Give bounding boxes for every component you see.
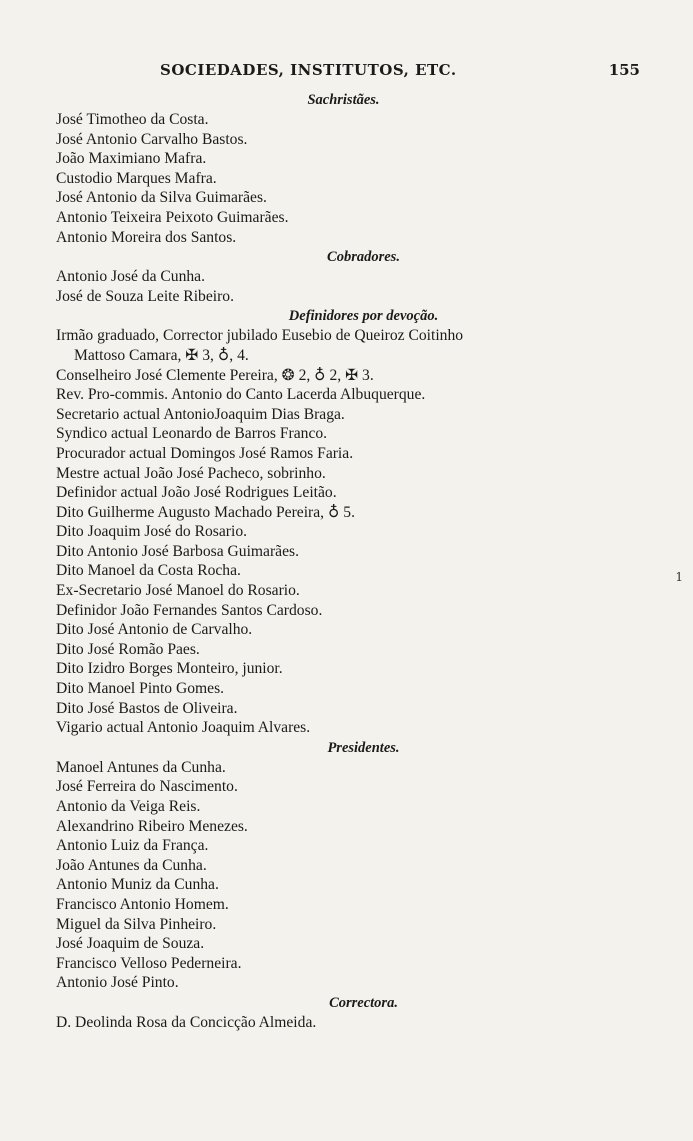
list-item: Rev. Pro-commis. Antonio do Canto Lacerda Albuquerque. bbox=[56, 386, 426, 404]
list-item: Ex-Secretario José Manoel do Rosario. bbox=[56, 582, 300, 600]
list-item: Dito José Bastos de Oliveira. bbox=[56, 699, 238, 717]
list-item: Dito Guilherme Augusto Machado Pereira, ♁ 5. bbox=[56, 503, 355, 521]
margin-mark: 1 bbox=[675, 570, 683, 584]
list-item: Vigario actual Antonio Joaquim Alvares. bbox=[56, 719, 311, 737]
list-item: Antonio Luiz da França. bbox=[56, 837, 209, 855]
list-item: José Joaquim de Souza. bbox=[56, 935, 205, 953]
section-presidentes bbox=[56, 738, 631, 993]
list-item: Miguel da Silva Pinheiro. bbox=[56, 915, 217, 933]
list-item: Antonio Teixeira Peixoto Guimarães. bbox=[56, 208, 289, 226]
list-item: Dito Joaquim José do Rosario. bbox=[56, 523, 248, 541]
list-item: Syndico actual Leonardo de Barros Franco. bbox=[56, 425, 328, 443]
list-item: Conselheiro José Clemente Pereira, ❂ 2, ♁ 2, ✠ 3. bbox=[56, 366, 374, 384]
list-item: Antonio Muniz da Cunha. bbox=[56, 876, 219, 894]
section-correctora bbox=[56, 993, 631, 1033]
list-item: João Maximiano Mafra. bbox=[56, 150, 207, 168]
list-item: Procurador actual Domingos José Ramos Faria. bbox=[56, 444, 354, 462]
list-item: Dito José Romão Paes. bbox=[56, 640, 200, 658]
list-item: João Antunes da Cunha. bbox=[56, 856, 207, 874]
list-item: D. Deolinda Rosa da Concicção Almeida. bbox=[56, 1013, 317, 1031]
list-item: José Antonio da Silva Guimarães. bbox=[56, 189, 267, 207]
list-item: Francisco Antonio Homem. bbox=[56, 895, 229, 913]
list-item: Definidor João Fernandes Santos Cardoso. bbox=[56, 601, 323, 619]
section-heading: Sachristães. bbox=[307, 92, 380, 108]
header-title: SOCIEDADES, INSTITUTOS, ETC. bbox=[160, 61, 457, 79]
list-item: Antonio Moreira dos Santos. bbox=[56, 228, 237, 246]
list-item: Dito José Antonio de Carvalho. bbox=[56, 621, 253, 639]
list-item: Secretario actual AntonioJoaquim Dias Braga. bbox=[56, 405, 345, 423]
section-cobradores bbox=[56, 247, 631, 306]
list-item: Dito Izidro Borges Monteiro, junior. bbox=[56, 660, 283, 678]
list-item: José de Souza Leite Ribeiro. bbox=[56, 287, 234, 305]
list-item: Antonio José da Cunha. bbox=[56, 268, 205, 286]
list-item: Mattoso Camara, ✠ 3, ♁, 4. bbox=[74, 346, 249, 364]
list-item: Manoel Antunes da Cunha. bbox=[56, 758, 226, 776]
section-heading: Definidores por devoção. bbox=[288, 308, 439, 325]
list-item: Alexandrino Ribeiro Menezes. bbox=[56, 817, 248, 835]
section-heading: Presidentes. bbox=[327, 739, 400, 756]
list-item: Custodio Marques Mafra. bbox=[56, 169, 217, 187]
section-heading: Correctora. bbox=[329, 994, 398, 1011]
section-sachristaes bbox=[56, 90, 631, 247]
list-item: José Ferreira do Nascimento. bbox=[56, 778, 238, 796]
list-item: Dito Manoel Pinto Gomes. bbox=[56, 680, 225, 698]
list-item: José Antonio Carvalho Bastos. bbox=[56, 130, 248, 148]
list-item: Francisco Velloso Pederneira. bbox=[56, 954, 242, 972]
list-item: Dito Manoel da Costa Rocha. bbox=[56, 562, 241, 580]
list-item: Dito Antonio José Barbosa Guimarães. bbox=[56, 542, 299, 560]
list-item: Definidor actual João José Rodrigues Leitão. bbox=[56, 484, 337, 502]
section-heading: Cobradores. bbox=[327, 249, 400, 266]
list-item: Antonio José Pinto. bbox=[56, 974, 179, 992]
list-item: Mestre actual João José Pacheco, sobrinho. bbox=[56, 464, 326, 482]
list-item: José Timotheo da Costa. bbox=[56, 111, 209, 128]
page-number: 155 bbox=[608, 61, 640, 79]
section-definidores bbox=[56, 306, 631, 737]
running-header bbox=[160, 61, 640, 87]
list-item: Antonio da Veiga Reis. bbox=[56, 798, 201, 815]
page-body bbox=[56, 90, 631, 1033]
list-item: Irmão graduado, Corrector jubilado Eusebio de Queiroz Coitinho bbox=[56, 327, 464, 345]
